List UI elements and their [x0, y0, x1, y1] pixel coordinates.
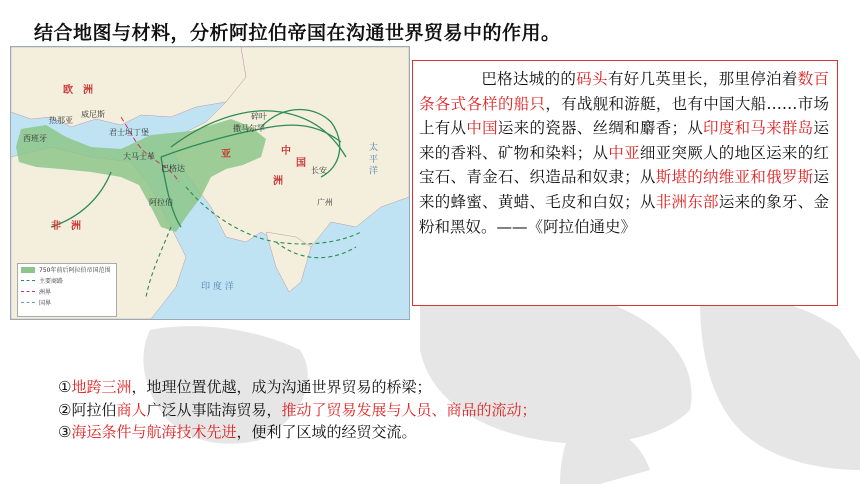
map-label-guangzhou: 广州 [317, 198, 333, 207]
legend-label-continent: 洲界 [39, 289, 52, 296]
map-label-changan: 长安 [311, 166, 327, 175]
quote-seg: 运来的象牙、金粉和黑奴。 [419, 192, 829, 236]
point-text: 阿拉伯 [71, 400, 117, 419]
quote-seg: 有好几英里长，那里停泊着 [607, 70, 798, 88]
map-label-damascus: 大马士革 [123, 152, 155, 161]
map-label-constantinople: 君士坦丁堡 [109, 128, 149, 137]
answer-point-2 [58, 399, 537, 422]
quote-highlight: 码头 [576, 70, 608, 88]
answer-point-3 [58, 421, 537, 444]
legend-row-trade [18, 275, 116, 286]
point-highlight: 海运条件与航海技术先进 [71, 423, 237, 441]
map-label-baghdad: 巴格达 [161, 164, 185, 173]
arab-empire-map [10, 46, 410, 320]
point-text: ，便利了区域的经贸交流。 [236, 423, 417, 441]
map-label-europe: 欧 洲 [63, 85, 93, 96]
quote-highlight: 非洲东部 [655, 192, 719, 211]
quote-seg: 运来的瓷器、丝绸和麝香；从 [497, 119, 704, 138]
legend-row-border [18, 297, 116, 308]
quote-source: ——《阿拉伯通史》 [496, 217, 637, 236]
point-highlight: 地跨三洲 [71, 378, 132, 396]
point-number: ② [58, 400, 72, 419]
point-highlight: 推动了贸易发展与人员、商品的流动； [281, 400, 537, 419]
map-label-asia: 亚 [221, 149, 231, 160]
legend-row-continent [18, 286, 116, 297]
map-label-china-2: 国 [296, 158, 306, 169]
quote-seg: ，有战舰和游艇，也有中国大船……市场上有从 [419, 94, 829, 138]
quote-highlight: 印度和马来群岛 [703, 119, 814, 138]
quote-highlight: 中亚 [608, 143, 640, 162]
quote-seg: 细亚突厥人的地区运来的红宝石、青金石、织造品和奴隶；从 [419, 143, 829, 187]
map-label-asia-2: 洲 [273, 176, 283, 187]
map-label-spain: 西班牙 [23, 134, 47, 143]
map-label-africa: 非 洲 [51, 221, 81, 232]
europe-land [11, 47, 246, 127]
map-label-indian-ocean: 印 度 洋 [201, 282, 234, 292]
map-label-sui-ye: 碎叶 [251, 112, 267, 121]
legend-row-empire [18, 264, 116, 275]
map-label-venice: 威尼斯 [81, 110, 105, 119]
legend-swatch-empire [21, 267, 35, 273]
point-number: ① [58, 378, 72, 396]
quote-highlight: 中国 [466, 119, 498, 138]
quote-highlight: 数百条各式各样的船只 [419, 70, 829, 113]
legend-label-border: 国界 [39, 300, 52, 307]
point-highlight: 商人 [116, 400, 147, 419]
quote-seg: 运来的香料、矿物和染料；从 [419, 119, 829, 162]
quote-seg: 运来的蜂蜜、黄蜡、毛皮和白奴；从 [419, 168, 829, 211]
map-legend [17, 263, 117, 317]
historical-quote-box [412, 60, 838, 306]
legend-swatch-continent [21, 291, 35, 292]
legend-swatch-trade [21, 280, 35, 281]
point-number: ③ [58, 423, 72, 441]
point-text: 广泛从事陆海贸易， [146, 400, 282, 419]
quote-seg: 巴格达城的的 [481, 70, 577, 88]
map-label-pacific: 太 平 洋 [367, 142, 377, 175]
legend-label-trade: 主要商路 [39, 278, 64, 285]
quote-highlight: 斯堪的纳维亚和俄罗斯 [655, 168, 814, 187]
point-text: ，地理位置优越，成为沟通世界贸易的桥梁； [131, 378, 432, 396]
legend-swatch-border [21, 302, 35, 303]
map-label-arabia: 阿拉伯 [149, 198, 173, 207]
map-label-china: 中 [281, 146, 291, 157]
legend-label-empire: 750年前后阿拉伯帝国范围 [39, 267, 111, 274]
map-label-genoa: 热那亚 [49, 116, 73, 125]
map-label-samarkand: 撒马尔罕 [233, 124, 265, 133]
answer-points [58, 376, 537, 444]
page-title: 结合地图与材料，分析阿拉伯帝国在沟通世界贸易中的作用。 [34, 22, 561, 44]
answer-point-1 [58, 376, 537, 399]
